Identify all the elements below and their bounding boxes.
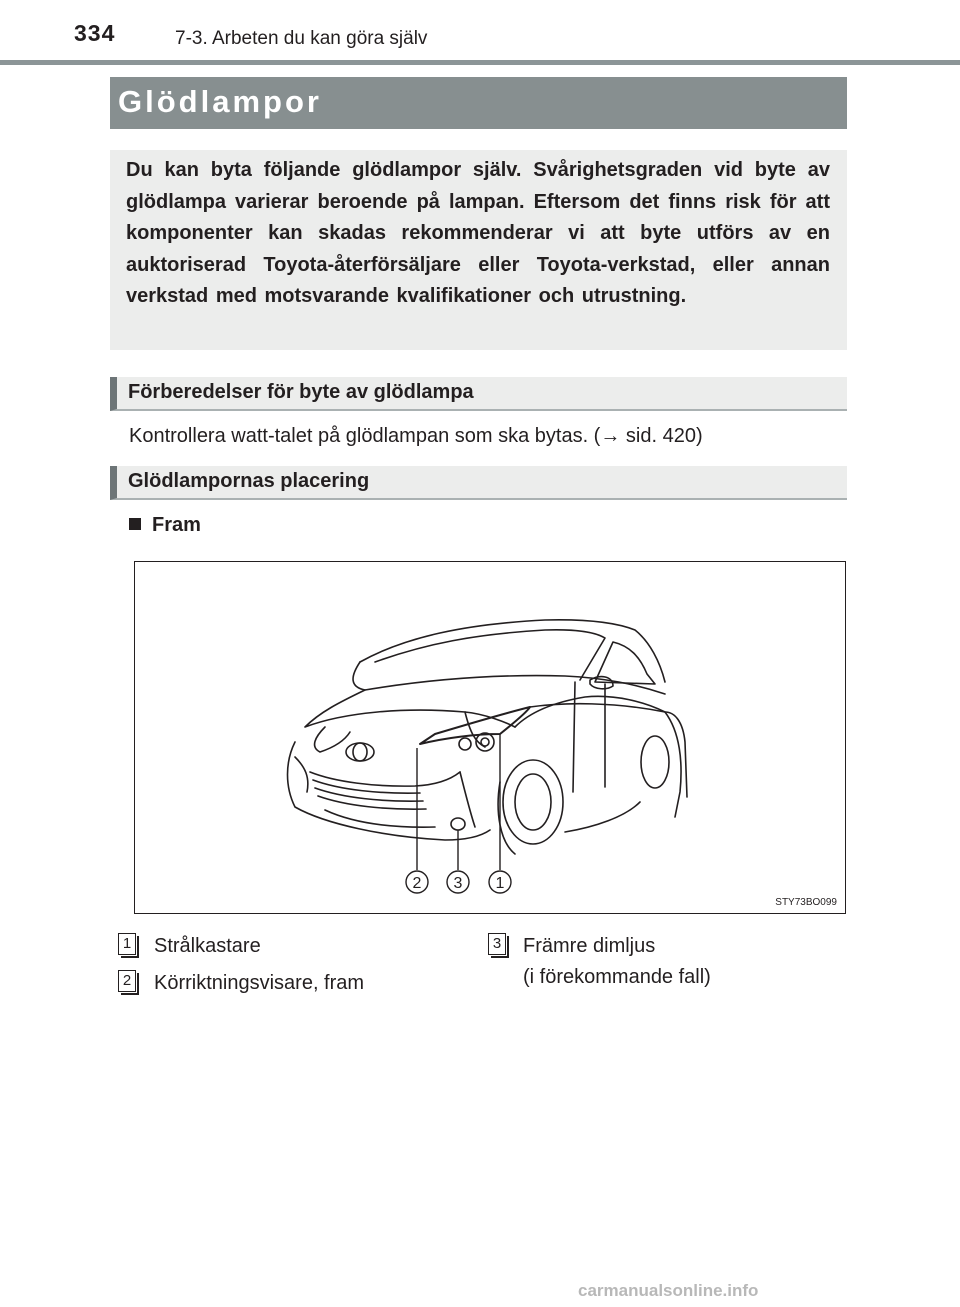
figure-code: STY73BO099 (775, 897, 837, 908)
intro-text: Du kan byta följande glödlampor själv. Svårighetsgraden vid byte av glödlampa varierar beroende på lampan. Eftersom det finns risk för att komponenter kan skadas rekommenderar vi att byte utförs av en auktoriserad Toyota-återförsäljare eller Toyota-verkstad, eller annan verkstad med motsvarande kvalifikationer och utrustning. (126, 159, 830, 307)
prep-text: Kontrollera watt-talet på glödlampan som ska bytas. (→ sid. 420) (129, 425, 703, 447)
legend-label-3: Främre dimljus (523, 935, 656, 957)
front-subheading-label: Fram (152, 514, 201, 536)
prep-heading-label: Förberedelser för byte av glödlampa (128, 381, 474, 403)
callout-3 (447, 871, 469, 893)
section-title-bar (110, 77, 847, 129)
page-number: 334 (74, 20, 116, 46)
car-front-illustration (135, 562, 845, 913)
placement-heading (110, 466, 847, 500)
callout-2-label: 2 (412, 875, 422, 892)
site-watermark: carmanualsonline.info (578, 1281, 759, 1300)
placement-heading-label: Glödlampornas placering (128, 470, 370, 492)
intro-box (110, 150, 847, 350)
callout-1-label: 1 (495, 875, 505, 892)
callout-3-label: 3 (453, 875, 463, 892)
legend-badge-3: 3 (488, 933, 506, 955)
chapter-title: 7-3. Arbeten du kan göra själv (175, 28, 428, 49)
car-figure (134, 561, 846, 914)
legend-badge-1: 1 (118, 933, 136, 955)
legend-badge-2: 2 (118, 970, 136, 992)
page-title: Glödlampor (118, 84, 322, 119)
front-subheading (129, 514, 201, 537)
header-rule (0, 60, 960, 65)
prep-heading (110, 377, 847, 411)
callout-1 (489, 871, 511, 893)
legend-label-2: Körriktningsvisare, fram (154, 972, 365, 994)
square-bullet-icon (129, 518, 141, 530)
legend-label-1: Strålkastare (154, 935, 261, 957)
legend-note-3: (i förekommande fall) (523, 966, 711, 988)
callout-2 (406, 871, 428, 893)
